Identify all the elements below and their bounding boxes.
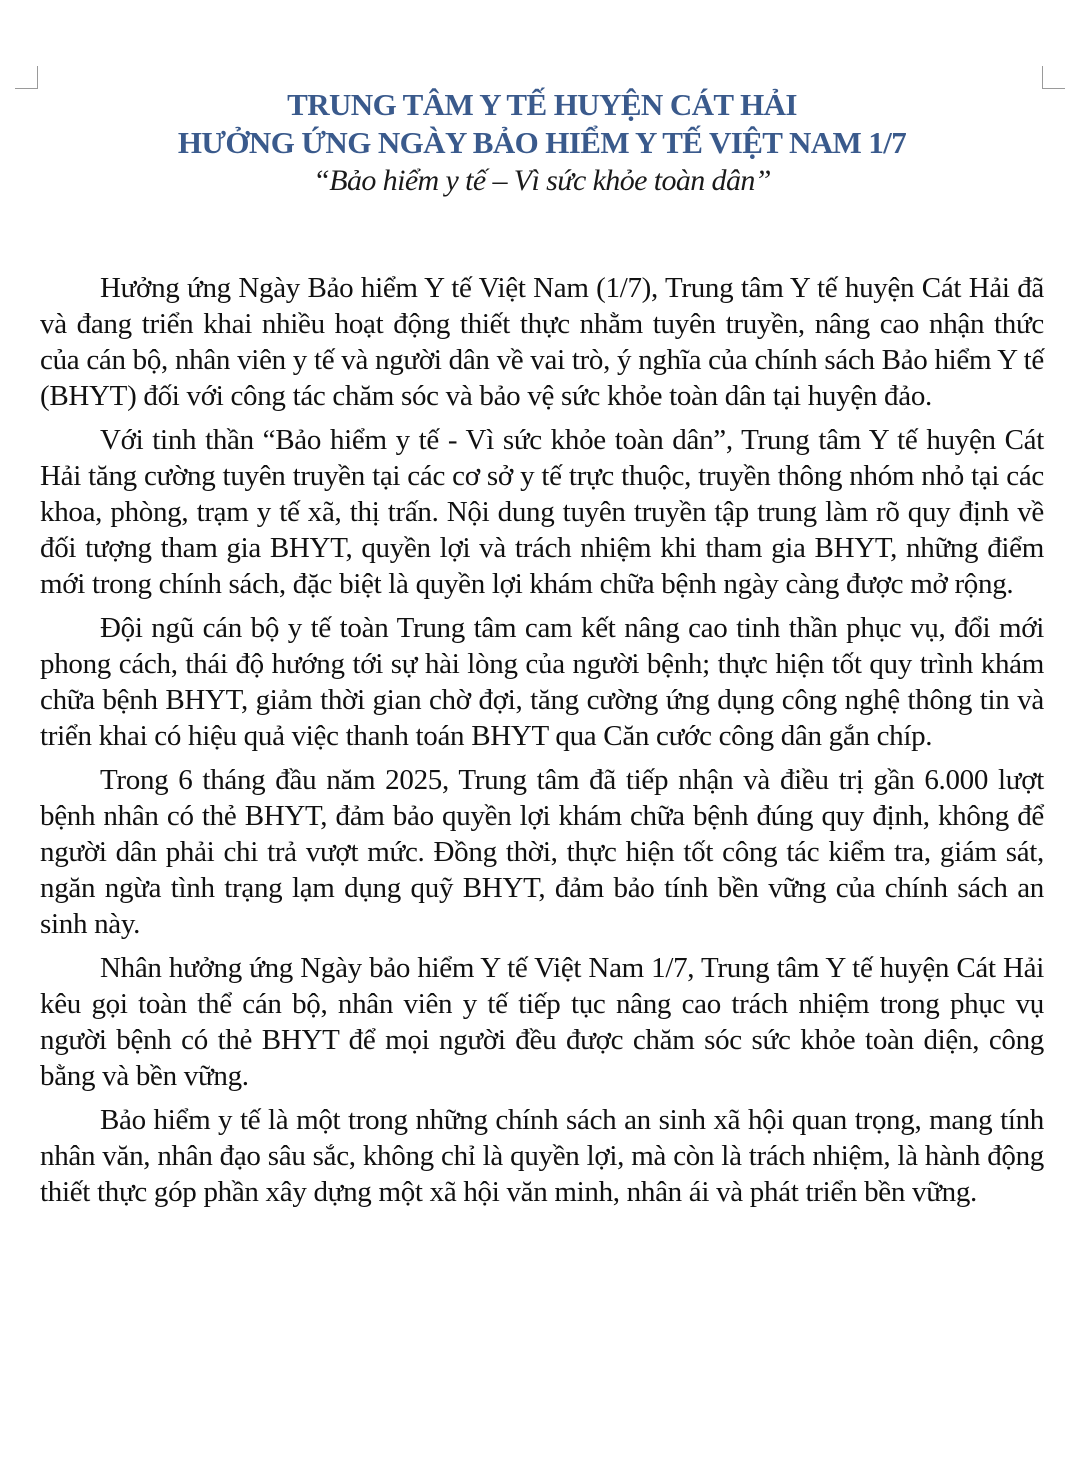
paragraph-1: Hưởng ứng Ngày Bảo hiểm Y tế Việt Nam (1/7), Trung tâm Y tế huyện Cát Hải đã và đang triển khai nhiều hoạt động thiết thực nhằm tuyên truyền, nâng cao nhận thức của cán bộ, nhân viên y tế và người dân về vai trò, ý nghĩa của chính sách Bảo hiểm Y tế (BHYT) đối với công tác chăm sóc và bảo vệ sức khỏe toàn dân tại huyện đảo. bbox=[40, 272, 1044, 412]
title-line-1: TRUNG TÂM Y TẾ HUYỆN CÁT HẢI bbox=[287, 87, 797, 122]
title-line-2: HƯỞNG ỨNG NGÀY BẢO HIỂM Y TẾ VIỆT NAM 1/7 bbox=[177, 125, 907, 160]
slogan: “Bảo hiểm y tế – Vì sức khỏe toàn dân” bbox=[313, 164, 771, 197]
paragraph-5: Nhân hưởng ứng Ngày bảo hiểm Y tế Việt Nam 1/7, Trung tâm Y tế huyện Cát Hải kêu gọi toàn thể cán bộ, nhân viên y tế tiếp tục nâng cao trách nhiệm trong phục vụ người bệnh có thẻ BHYT để mọi người đều được chăm sóc sức khỏe toàn diện, công bằng và bền vững. bbox=[40, 952, 1044, 1092]
document-header bbox=[40, 86, 1044, 200]
paragraph-2: Với tinh thần “Bảo hiểm y tế - Vì sức khỏe toàn dân”, Trung tâm Y tế huyện Cát Hải tăng cường tuyên truyền tại các cơ sở y tế trực thuộc, truyền thông nhóm nhỏ tại các khoa, phòng, trạm y tế xã, thị trấn. Nội dung tuyên truyền tập trung làm rõ quy định về đối tượng tham gia BHYT, quyền lợi và trách nhiệm khi tham gia BHYT, những điểm mới trong chính sách, đặc biệt là quyền lợi khám chữa bệnh ngày càng được mở rộng. bbox=[40, 424, 1044, 600]
paragraph-4: Trong 6 tháng đầu năm 2025, Trung tâm đã tiếp nhận và điều trị gần 6.000 lượt bệnh nhân có thẻ BHYT, đảm bảo quyền lợi khám chữa bệnh đúng quy định, không để người dân phải chi trả vượt mức. Đồng thời, thực hiện tốt công tác kiểm tra, giám sát, ngăn ngừa tình trạng lạm dụng quỹ BHYT, đảm bảo tính bền vững của chính sách an sinh này. bbox=[40, 764, 1044, 940]
crop-mark-top-right bbox=[1042, 66, 1065, 89]
paragraph-3: Đội ngũ cán bộ y tế toàn Trung tâm cam kết nâng cao tinh thần phục vụ, đổi mới phong cách, thái độ hướng tới sự hài lòng của người bệnh; thực hiện tốt quy trình khám chữa bệnh BHYT, giảm thời gian chờ đợi, tăng cường ứng dụng công nghệ thông tin và triển khai có hiệu quả việc thanh toán BHYT qua Căn cước công dân gắn chíp. bbox=[40, 612, 1044, 752]
crop-mark-top-left bbox=[15, 66, 38, 89]
paragraph-6: Bảo hiểm y tế là một trong những chính sách an sinh xã hội quan trọng, mang tính nhân văn, nhân đạo sâu sắc, không chỉ là quyền lợi, mà còn là trách nhiệm, là hành động thiết thực góp phần xây dựng một xã hội văn minh, nhân ái và phát triển bền vững. bbox=[40, 1104, 1044, 1208]
article-body bbox=[40, 270, 1044, 1218]
